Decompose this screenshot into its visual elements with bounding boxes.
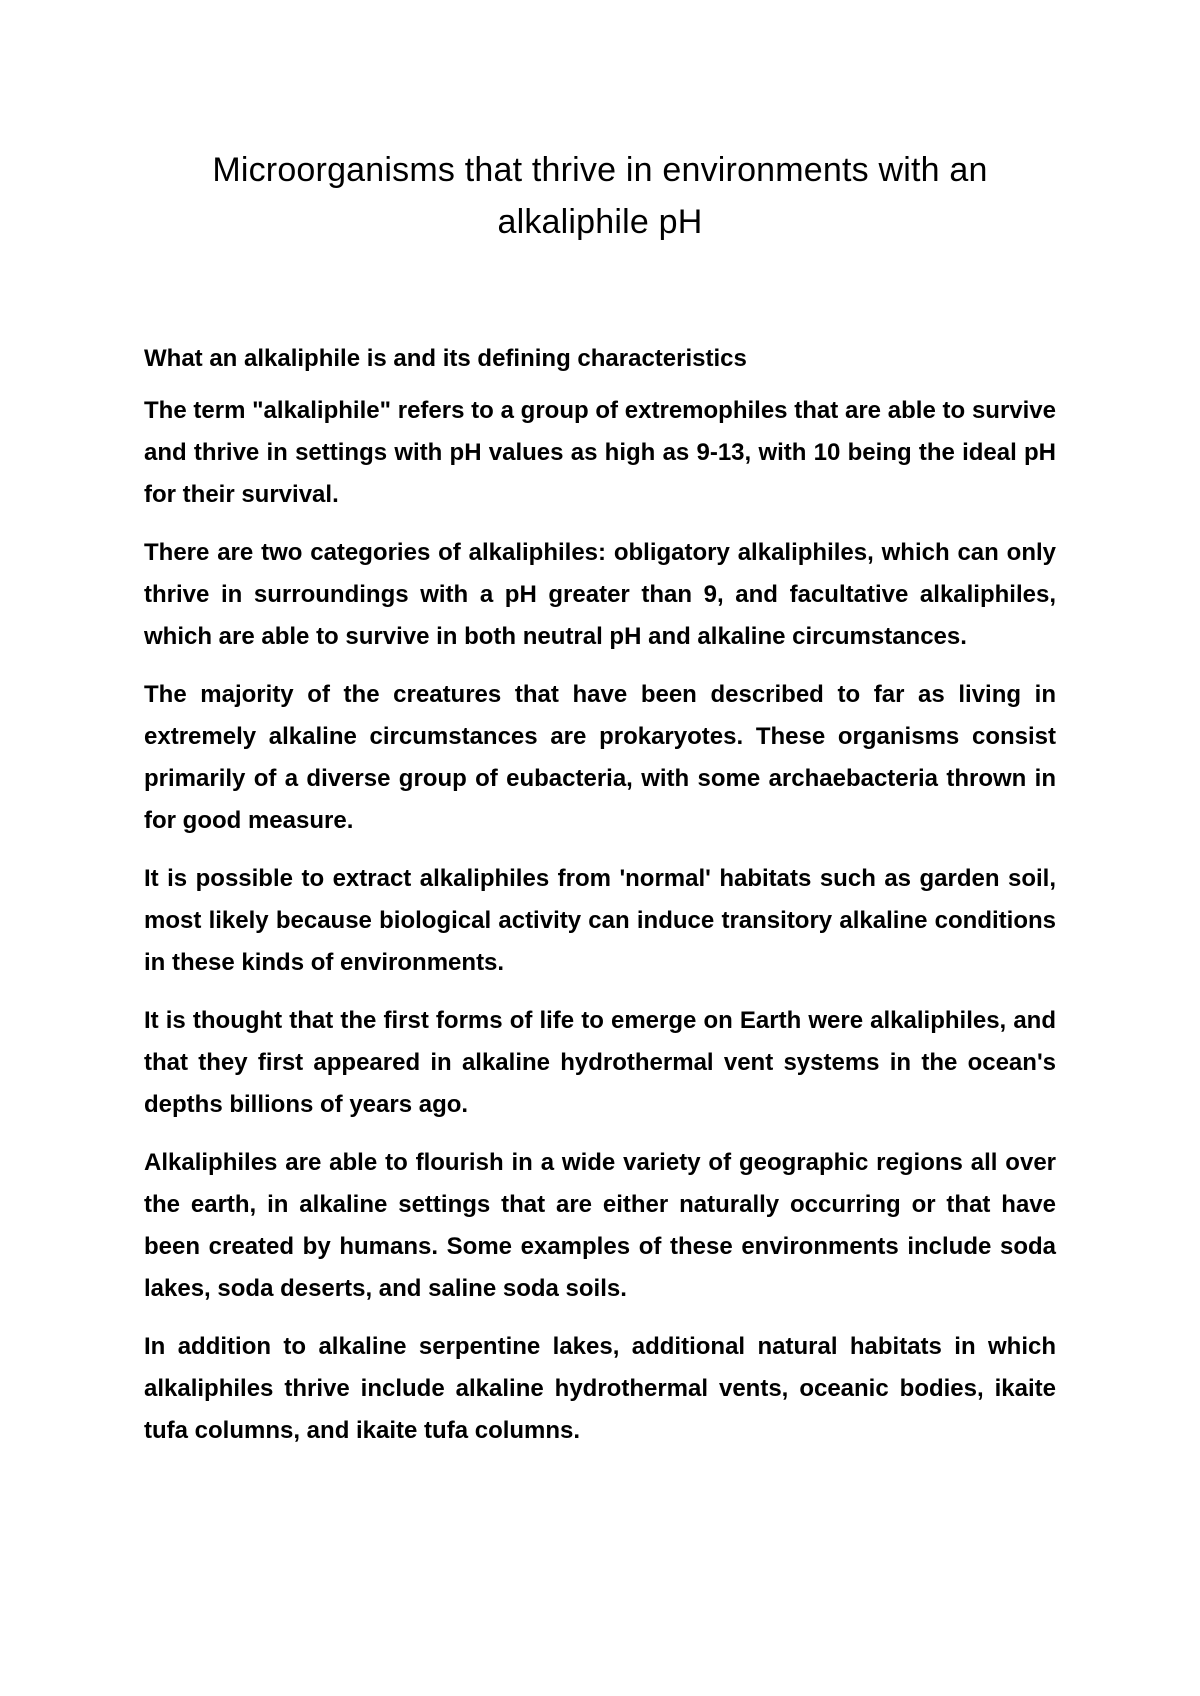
paragraph-definition: The term "alkaliphile" refers to a group of extremophiles that are able to survive and thrive in settings with pH values as high as 9-13, with 10 being the ideal pH for their survival. bbox=[144, 397, 1056, 508]
document-body bbox=[144, 338, 1056, 1468]
paragraph-categories: There are two categories of alkaliphiles: obligatory alkaliphiles, which can only thrive in surroundings with a pH greater than 9, and facultative alkaliphiles, which are able to survive in both neutral pH and alkaline circumstances. bbox=[144, 539, 1056, 650]
paragraph-prokaryotes: The majority of the creatures that have been described to far as living in extremely alkaline circumstances are prokaryotes. These organisms consist primarily of a diverse group of eubacteria, with some archaebacteria thrown in for good measure. bbox=[144, 681, 1056, 834]
paragraph-normal-habitats: It is possible to extract alkaliphiles from 'normal' habitats such as garden soil, most likely because biological activity can induce transitory alkaline conditions in these kinds of environments. bbox=[144, 865, 1056, 976]
paragraph-geographic-regions: Alkaliphiles are able to flourish in a wide variety of geographic regions all over the earth, in alkaline settings that are either naturally occurring or that have been created by humans. Some examples of these environments include soda lakes, soda deserts, and saline soda soils. bbox=[144, 1149, 1056, 1302]
page-title: Microorganisms that thrive in environments with an alkaliphile pH bbox=[212, 151, 988, 241]
paragraph-natural-habitats: In addition to alkaline serpentine lakes, additional natural habitats in which alkaliphiles thrive include alkaline hydrothermal vents, oceanic bodies, ikaite tufa columns, and ikaite tufa columns. bbox=[144, 1333, 1056, 1444]
section-heading: What an alkaliphile is and its defining characteristics bbox=[144, 345, 747, 372]
paragraph-origin-of-life: It is thought that the first forms of life to emerge on Earth were alkaliphiles, and that they first appeared in alkaline hydrothermal vent systems in the ocean's depths billions of years ago. bbox=[144, 1007, 1056, 1118]
